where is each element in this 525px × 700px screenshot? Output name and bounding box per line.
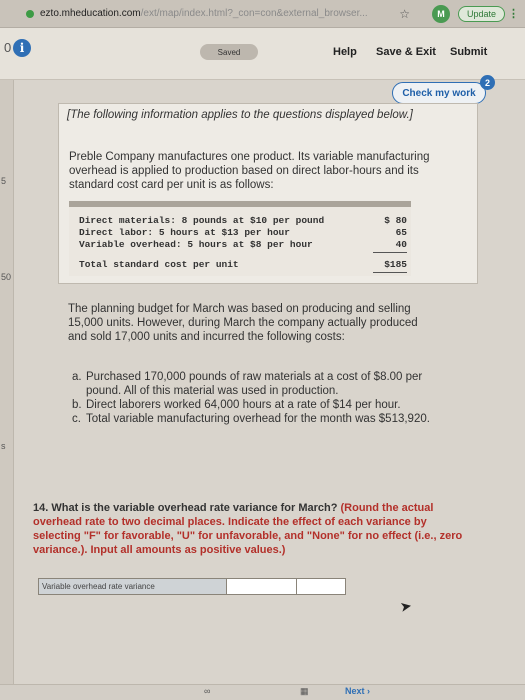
gutter-number: s [1, 441, 6, 451]
variance-amount-input[interactable] [227, 579, 297, 594]
question-paragraph: Preble Company manufactures one product. Its variable manufacturing overhead is applied to production based on direct labor-hours and its standard cost card per unit is as follows: [69, 151, 430, 191]
check-count-badge: 2 [480, 75, 495, 90]
total-cost-label: Total standard cost per unit [79, 259, 239, 270]
standard-cost-card [69, 201, 411, 276]
cost-row-label: Direct materials: 8 pounds at $10 per pound [79, 215, 325, 226]
browser-menu-icon[interactable]: ⋮ [508, 8, 519, 20]
question-card [58, 103, 478, 284]
variance-effect-select[interactable] [297, 579, 345, 594]
gutter-number: 5 [1, 176, 7, 186]
list-letter: c. [72, 413, 81, 425]
cost-row-label: Variable overhead: 5 hours at $8 per hour [79, 239, 313, 250]
answer-label: Variable overhead rate variance [39, 579, 227, 594]
question-counter: 0 [4, 40, 12, 55]
subtotal-rule [373, 252, 407, 253]
list-letter: b. [72, 399, 82, 411]
question-14 [33, 501, 473, 557]
list-letter: a. [72, 371, 82, 383]
bookmark-star-icon[interactable]: ☆ [399, 6, 411, 21]
url-path: /ext/map/index.html?_con=con&external_browser... [140, 8, 368, 19]
cost-row-amount: 40 [395, 239, 407, 250]
bottom-nav-bar [0, 684, 525, 700]
question-intro: [The following information applies to the questions displayed below.] [67, 109, 413, 121]
save-exit-button[interactable]: Save & Exit [376, 46, 436, 58]
cost-row-amount: 65 [395, 227, 407, 238]
list-text: Direct laborers worked 64,000 hours at a rate of $14 per hour. [86, 399, 401, 411]
submit-button[interactable]: Submit [450, 46, 488, 58]
total-cost-amount: $185 [384, 259, 407, 270]
link-icon[interactable]: ∞ [204, 686, 211, 696]
list-item [72, 398, 452, 412]
total-rule [373, 272, 407, 273]
cost-row-label: Direct labor: 5 hours at $13 per hour [79, 227, 290, 238]
app-top-bar [0, 28, 525, 80]
grid-icon[interactable]: ▦ [300, 686, 309, 696]
gutter-number: 50 [1, 272, 12, 282]
list-item [72, 412, 452, 426]
url-host: ezto.mheducation.com [39, 8, 141, 19]
planning-budget-paragraph: The planning budget for March was based on producing and selling 15,000 units. However, during March the company actually produced and sold 17,000 units and incurred the following costs: [68, 303, 418, 343]
mouse-cursor-icon: ➤ [398, 597, 413, 615]
help-button[interactable]: Help [333, 46, 357, 58]
list-text: Purchased 170,000 pounds of raw materials at a cost of $8.00 per pound. All of this material was used in production. [86, 371, 423, 397]
question-14-text: 14. What is the variable overhead rate variance for March? [33, 502, 338, 514]
list-item [72, 370, 452, 398]
saved-status-badge: Saved [200, 44, 258, 60]
browser-address-bar [0, 0, 525, 28]
secure-lock-icon [26, 10, 34, 18]
url-field[interactable] [40, 8, 379, 19]
browser-update-button[interactable]: Update [458, 6, 505, 22]
info-icon[interactable]: i [13, 39, 31, 57]
next-label: Next [345, 686, 365, 696]
answer-row [38, 578, 346, 595]
profile-avatar[interactable]: M [432, 5, 450, 23]
question-14-instructions: (Round the actual overhead rate to two decimal places. Indicate the effect of each variance by selecting "F" for favorable, "U" for unfavorable, and "None" for no effect (i.e., zero variance.). Input all amounts as positive values.) [33, 502, 463, 556]
check-my-work-button[interactable]: Check my work [392, 82, 486, 104]
list-text: Total variable manufacturing overhead for the month was $513,920. [86, 413, 430, 425]
actual-costs-list [72, 370, 452, 426]
cost-row-amount: $ 80 [384, 215, 407, 226]
left-gutter [0, 80, 14, 700]
next-button[interactable]: Next › [345, 686, 371, 696]
